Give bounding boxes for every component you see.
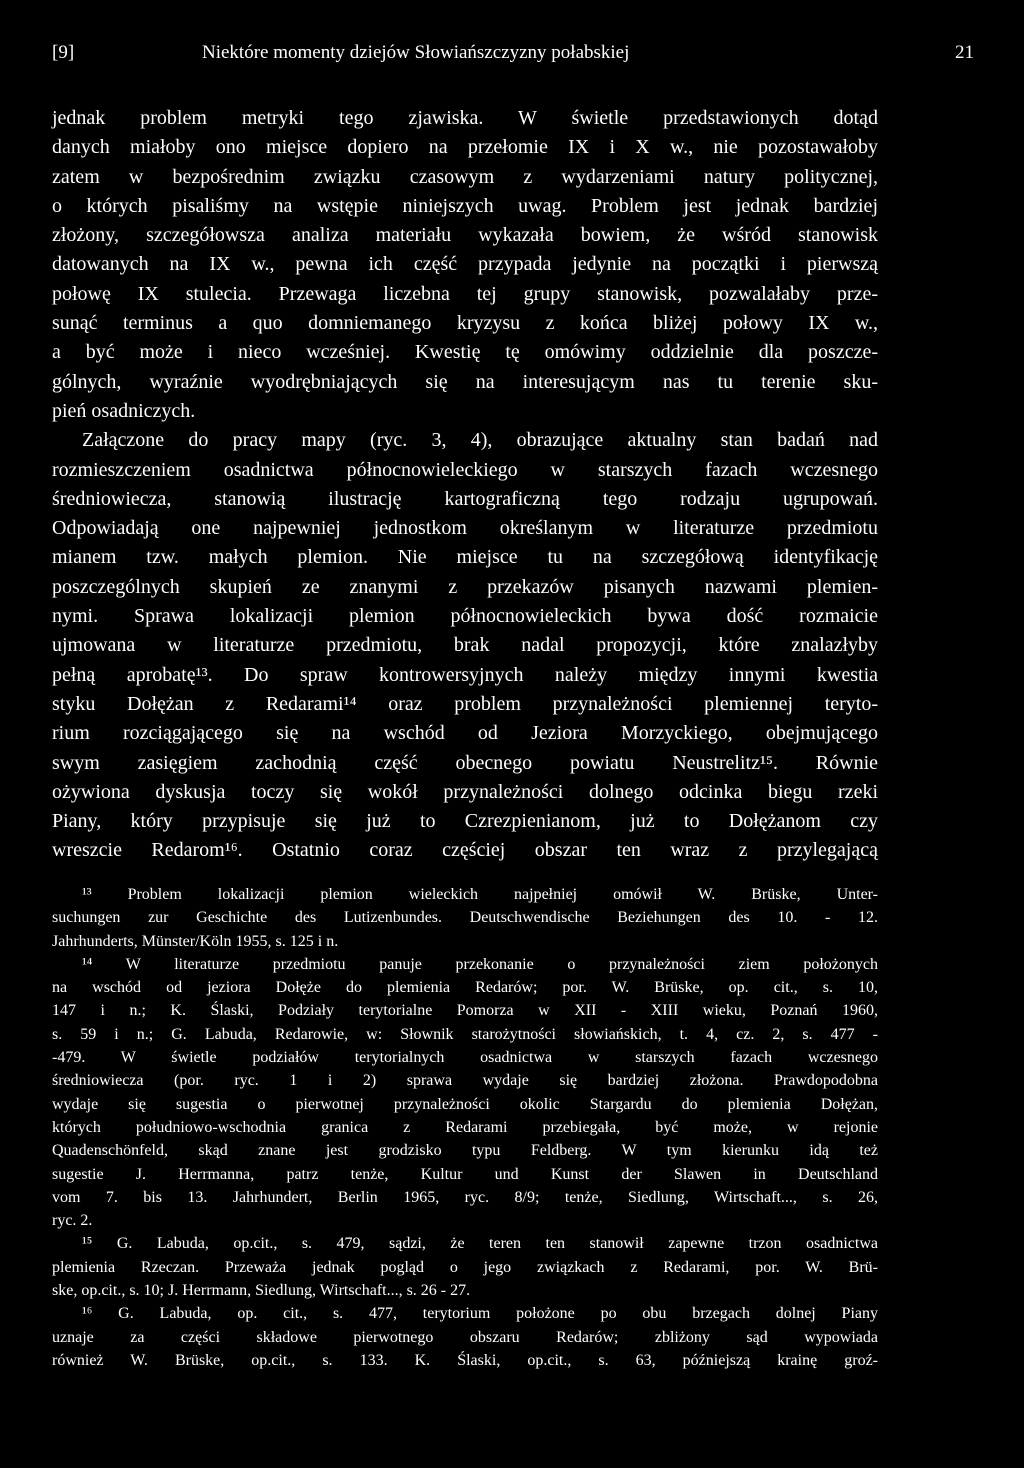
footnote-line: suchungen zur Geschichte des Lutizenbundes. Deutschwendische Beziehungen des 10. - 12.	[52, 909, 878, 927]
text-line: złożony, szczegółowsza analiza materiału wykazała bowiem, że wśród stanowisk	[52, 224, 878, 247]
footnote-line: plemienia Rzeczan. Przeważa jednak pogląd o jego związkach z Redarami, por. W. Brü-	[52, 1258, 878, 1276]
footnote-line: uznaje za części składowe pierwotnego obszaru Redarów; zbliżony sąd wypowiada	[52, 1328, 878, 1346]
footnote-line: s. 59 i n.; G. Labuda, Redarowie, w: Słownik starożytności słowiańskich, t. 4, cz. 2, s. 477 -	[52, 1025, 878, 1043]
text-line: Załączone do pracy mapy (ryc. 3, 4), obrazujące aktualny stan badań nad	[82, 429, 878, 452]
footnote-line: których południowo-wschodnia granica z Redarami przebiegała, być może, w rejonie	[52, 1118, 878, 1136]
text-line: poszczególnych skupień ze znanymi z przekazów pisanych nazwami plemien-	[52, 575, 878, 598]
running-title: Niektóre momenty dziejów Słowiańszczyzny połabskiej	[202, 42, 630, 63]
footnote-line: Quadenschönfeld, skąd znane jest grodzisko typu Feldberg. W tym kierunku idą też	[52, 1142, 878, 1160]
text-line: ożywiona dyskusja toczy się wokół przynależności dolnego odcinka biegu rzeki	[52, 780, 878, 803]
text-line: swym zasięgiem zachodnią część obecnego powiatu Neustrelitz¹⁵. Równie	[52, 751, 878, 774]
text-line: rozmieszczeniem osadnictwa północnowieleckiego w starszych fazach wczesnego	[52, 458, 878, 481]
footnote-line: ske, op.cit., s. 10; J. Herrmann, Siedlung, Wirtschaft..., s. 26 - 27.	[52, 1282, 471, 1300]
footnote-line: ¹⁶ G. Labuda, op. cit., s. 477, terytorium położone po obu brzegach dolnej Piany	[82, 1305, 878, 1323]
footnote-line: również W. Brüske, op.cit., s. 133. K. Ślaski, op.cit., s. 63, późniejszą krainę groź-	[52, 1351, 878, 1369]
footnote-line: Jahrhunderts, Münster/Köln 1955, s. 125 i n.	[52, 932, 339, 950]
text-line: a być może i nieco wcześniej. Kwestię tę omówimy oddzielnie dla poszcze-	[52, 341, 878, 364]
text-line: połowę IX stulecia. Przewaga liczebna tej grupy stanowisk, pozwalałaby prze-	[52, 282, 878, 305]
text-line: datowanych na IX w., pewna ich część przypada jedynie na początki i pierwszą	[52, 253, 878, 276]
page-number: 21	[955, 42, 974, 63]
footnote-line: ryc. 2.	[52, 1212, 93, 1230]
text-line: rium rozciągającego się na wschód od Jeziora Morzyckiego, obejmującego	[52, 722, 878, 745]
footnote-line: średniowiecza (por. ryc. 1 i 2) sprawa wydaje się bardziej złożona. Prawdopodobna	[52, 1072, 878, 1090]
running-header	[52, 42, 974, 72]
text-line: gólnych, wyraźnie wyodrębniających się na interesującym nas tu terenie sku-	[52, 370, 878, 393]
text-line: wreszcie Redarom¹⁶. Ostatnio coraz częściej obszar ten wraz z przylegającą	[52, 839, 878, 862]
text-line: o których pisaliśmy na wstępie niniejszych uwag. Problem jest jednak bardziej	[52, 194, 878, 217]
text-line: mianem tzw. małych plemion. Nie miejsce tu na szczegółową identyfikację	[52, 546, 878, 569]
text-line: średniowiecza, stanowią ilustrację kartograficzną tego rodzaju ugrupowań.	[52, 487, 878, 510]
text-line: styku Dołężan z Redarami¹⁴ oraz problem przynależności plemiennej teryto-	[52, 692, 878, 715]
text-line: ujmowana w literaturze przedmiotu, brak nadal propozycji, które znalazłyby	[52, 634, 878, 657]
footnote-line: vom 7. bis 13. Jahrhundert, Berlin 1965, ryc. 8/9; tenże, Siedlung, Wirtschaft..., s. 26,	[52, 1188, 878, 1206]
footnote-line: wydaje się sugestia o pierwotnej przynależności okolic Stargardu do plemienia Dołężan,	[52, 1095, 878, 1113]
footnotes	[52, 883, 878, 1372]
main-text	[52, 104, 878, 866]
footnote-line: ¹⁴ W literaturze przedmiotu panuje przekonanie o przynależności ziem położonych	[82, 955, 878, 973]
footnote-line: ¹³ Problem lokalizacji plemion wieleckich najpełniej omówił W. Brüske, Unter-	[82, 886, 878, 903]
text-line: Piany, który przypisuje się już to Czrezpienianom, już to Dołężanom czy	[52, 810, 878, 833]
text-line: nymi. Sprawa lokalizacji plemion północnowieleckich bywa dość rozmaicie	[52, 605, 878, 628]
text-line: pełną aprobatę¹³. Do spraw kontrowersyjnych należy między innymi kwestia	[52, 663, 878, 686]
footnote-line: ¹⁵ G. Labuda, op.cit., s. 479, sądzi, że teren ten stanowił zapewne trzon osadnictwa	[82, 1235, 878, 1253]
text-line: Odpowiadają one najpewniej jednostkom określanym w literaturze przedmiotu	[52, 517, 878, 540]
footnote-line: 147 i n.; K. Ślaski, Podziały terytorialne Pomorza w XII - XIII wieku, Poznań 1960,	[52, 1002, 878, 1020]
text-line: jednak problem metryki tego zjawiska. W świetle przedstawionych dotąd	[52, 107, 878, 129]
text-line: zatem w bezpośrednim związku czasowym z wydarzeniami natury politycznej,	[52, 165, 878, 188]
footnote-line: -479. W świetle podziałów terytorialnych osadnictwa w starszych fazach wczesnego	[52, 1049, 878, 1067]
section-number: [9]	[52, 42, 75, 63]
text-line: pień osadniczych.	[52, 399, 196, 422]
footnote-line: na wschód od jeziora Dołęże do plemienia Redarów; por. W. Brüske, op. cit., s. 10,	[52, 979, 878, 997]
text-line: sunąć terminus a quo domniemanego kryzysu z końca bliżej połowy IX w.,	[52, 312, 878, 335]
footnote-line: sugestie J. Herrmanna, patrz tenże, Kultur und Kunst der Slawen in Deutschland	[52, 1165, 878, 1183]
text-line: danych miałoby ono miejsce dopiero na przełomie IX i X w., nie pozostawałoby	[52, 136, 878, 159]
